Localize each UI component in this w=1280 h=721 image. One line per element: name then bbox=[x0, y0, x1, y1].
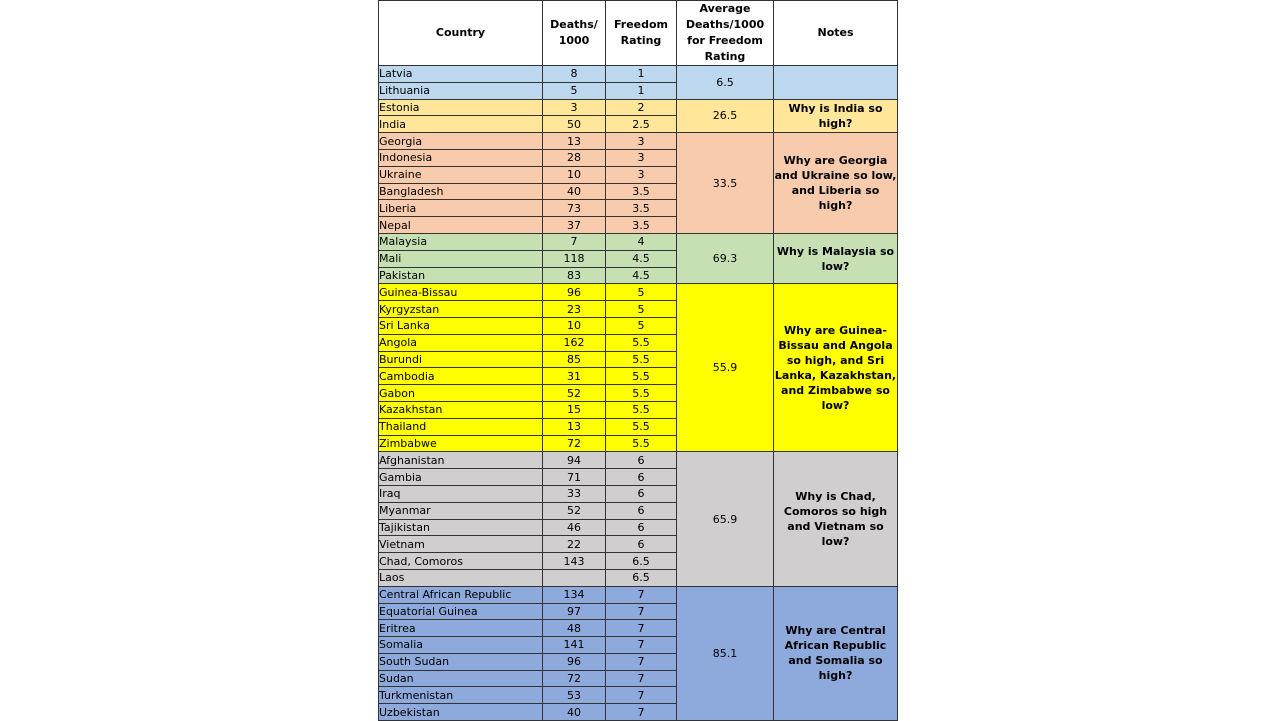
country-cell: Central African Republic bbox=[379, 586, 543, 603]
deaths-cell: 46 bbox=[543, 519, 606, 536]
table-row bbox=[379, 66, 898, 83]
freedom-rating-cell: 4.5 bbox=[606, 267, 677, 284]
country-cell: Vietnam bbox=[379, 536, 543, 553]
deaths-cell: 3 bbox=[543, 99, 606, 116]
country-cell: Chad, Comoros bbox=[379, 553, 543, 570]
deaths-cell: 15 bbox=[543, 401, 606, 418]
deaths-cell: 48 bbox=[543, 620, 606, 637]
deaths-cell: 22 bbox=[543, 536, 606, 553]
country-cell: Mali bbox=[379, 250, 543, 267]
country-cell: Thailand bbox=[379, 418, 543, 435]
deaths-cell: 72 bbox=[543, 670, 606, 687]
table-row bbox=[379, 99, 898, 116]
table-row bbox=[379, 284, 898, 301]
freedom-rating-cell: 4 bbox=[606, 233, 677, 250]
freedom-rating-cell: 7 bbox=[606, 620, 677, 637]
deaths-cell: 97 bbox=[543, 603, 606, 620]
freedom-rating-cell: 5.5 bbox=[606, 385, 677, 402]
deaths-cell: 52 bbox=[543, 385, 606, 402]
freedom-rating-cell: 3.5 bbox=[606, 200, 677, 217]
table-row bbox=[379, 452, 898, 469]
freedom-rating-cell: 3.5 bbox=[606, 217, 677, 234]
header-country: Country bbox=[379, 1, 543, 66]
freedom-rating-cell: 5.5 bbox=[606, 401, 677, 418]
country-cell: Ukraine bbox=[379, 166, 543, 183]
deaths-cell: 52 bbox=[543, 502, 606, 519]
note-cell: Why is Chad, Comoros so high and Vietnam so low? bbox=[774, 452, 898, 586]
freedom-rating-cell: 5.5 bbox=[606, 418, 677, 435]
average-deaths-cell: 6.5 bbox=[677, 66, 774, 100]
note-cell bbox=[774, 66, 898, 100]
freedom-rating-cell: 5.5 bbox=[606, 334, 677, 351]
deaths-cell: 94 bbox=[543, 452, 606, 469]
freedom-rating-cell: 2 bbox=[606, 99, 677, 116]
deaths-cell: 40 bbox=[543, 183, 606, 200]
average-deaths-cell: 69.3 bbox=[677, 233, 774, 283]
freedom-rating-cell: 1 bbox=[606, 66, 677, 83]
country-cell: Burundi bbox=[379, 351, 543, 368]
country-cell: Sri Lanka bbox=[379, 317, 543, 334]
freedom-rating-cell: 4.5 bbox=[606, 250, 677, 267]
deaths-cell: 96 bbox=[543, 653, 606, 670]
country-cell: Pakistan bbox=[379, 267, 543, 284]
country-cell: Nepal bbox=[379, 217, 543, 234]
deaths-cell: 37 bbox=[543, 217, 606, 234]
country-cell: Lithuania bbox=[379, 82, 543, 99]
freedom-rating-cell: 6.5 bbox=[606, 569, 677, 586]
freedom-rating-cell: 5 bbox=[606, 284, 677, 301]
freedom-rating-cell: 6 bbox=[606, 536, 677, 553]
deaths-cell: 83 bbox=[543, 267, 606, 284]
table-body bbox=[379, 66, 898, 721]
freedom-rating-cell: 5 bbox=[606, 301, 677, 318]
deaths-cell: 143 bbox=[543, 553, 606, 570]
deaths-cell: 5 bbox=[543, 82, 606, 99]
header-freedom: Freedom Rating bbox=[606, 1, 677, 66]
country-cell: Latvia bbox=[379, 66, 543, 83]
freedom-rating-cell: 1 bbox=[606, 82, 677, 99]
freedom-rating-cell: 6 bbox=[606, 469, 677, 486]
deaths-cell: 96 bbox=[543, 284, 606, 301]
deaths-cell: 141 bbox=[543, 637, 606, 654]
freedom-rating-cell: 7 bbox=[606, 704, 677, 721]
header-row bbox=[379, 1, 898, 66]
country-cell: Somalia bbox=[379, 637, 543, 654]
freedom-rating-cell: 6.5 bbox=[606, 553, 677, 570]
deaths-cell: 28 bbox=[543, 149, 606, 166]
deaths-cell: 31 bbox=[543, 368, 606, 385]
freedom-rating-cell: 3.5 bbox=[606, 183, 677, 200]
country-cell: Iraq bbox=[379, 485, 543, 502]
country-cell: Sudan bbox=[379, 670, 543, 687]
country-cell: Zimbabwe bbox=[379, 435, 543, 452]
country-cell: South Sudan bbox=[379, 653, 543, 670]
deaths-cell: 118 bbox=[543, 250, 606, 267]
deaths-cell: 8 bbox=[543, 66, 606, 83]
freedom-rating-cell: 7 bbox=[606, 670, 677, 687]
freedom-rating-cell: 6 bbox=[606, 519, 677, 536]
freedom-deaths-table bbox=[378, 0, 898, 721]
freedom-rating-cell: 3 bbox=[606, 149, 677, 166]
deaths-cell: 71 bbox=[543, 469, 606, 486]
deaths-cell: 13 bbox=[543, 133, 606, 150]
note-cell: Why are Georgia and Ukraine so low, and Liberia so high? bbox=[774, 133, 898, 234]
average-deaths-cell: 65.9 bbox=[677, 452, 774, 586]
note-cell: Why are Central African Republic and Somalia so high? bbox=[774, 586, 898, 720]
country-cell: Angola bbox=[379, 334, 543, 351]
average-deaths-cell: 33.5 bbox=[677, 133, 774, 234]
freedom-rating-cell: 2.5 bbox=[606, 116, 677, 133]
deaths-cell: 134 bbox=[543, 586, 606, 603]
freedom-rating-cell: 5.5 bbox=[606, 435, 677, 452]
deaths-cell: 72 bbox=[543, 435, 606, 452]
deaths-cell: 33 bbox=[543, 485, 606, 502]
country-cell: Eritrea bbox=[379, 620, 543, 637]
header-average: Average Deaths/1000 for Freedom Rating bbox=[677, 1, 774, 66]
country-cell: Cambodia bbox=[379, 368, 543, 385]
table-row bbox=[379, 233, 898, 250]
table-row bbox=[379, 586, 898, 603]
note-cell: Why is India so high? bbox=[774, 99, 898, 133]
freedom-rating-cell: 5.5 bbox=[606, 368, 677, 385]
country-cell: Kyrgyzstan bbox=[379, 301, 543, 318]
average-deaths-cell: 85.1 bbox=[677, 586, 774, 720]
country-cell: Guinea-Bissau bbox=[379, 284, 543, 301]
country-cell: Gambia bbox=[379, 469, 543, 486]
freedom-rating-cell: 7 bbox=[606, 586, 677, 603]
deaths-cell: 10 bbox=[543, 317, 606, 334]
freedom-rating-cell: 6 bbox=[606, 502, 677, 519]
country-cell: India bbox=[379, 116, 543, 133]
country-cell: Kazakhstan bbox=[379, 401, 543, 418]
note-cell: Why is Malaysia so low? bbox=[774, 233, 898, 283]
country-cell: Malaysia bbox=[379, 233, 543, 250]
freedom-rating-cell: 6 bbox=[606, 452, 677, 469]
freedom-rating-cell: 7 bbox=[606, 653, 677, 670]
freedom-rating-cell: 5.5 bbox=[606, 351, 677, 368]
country-cell: Turkmenistan bbox=[379, 687, 543, 704]
country-cell: Afghanistan bbox=[379, 452, 543, 469]
freedom-rating-cell: 3 bbox=[606, 166, 677, 183]
country-cell: Laos bbox=[379, 569, 543, 586]
country-cell: Tajikistan bbox=[379, 519, 543, 536]
deaths-cell bbox=[543, 569, 606, 586]
deaths-cell: 7 bbox=[543, 233, 606, 250]
freedom-rating-cell: 3 bbox=[606, 133, 677, 150]
freedom-rating-cell: 6 bbox=[606, 485, 677, 502]
note-cell: Why are Guinea-Bissau and Angola so high, and Sri Lanka, Kazakhstan, and Zimbabwe so low? bbox=[774, 284, 898, 452]
freedom-rating-cell: 7 bbox=[606, 603, 677, 620]
country-cell: Myanmar bbox=[379, 502, 543, 519]
deaths-cell: 73 bbox=[543, 200, 606, 217]
country-cell: Georgia bbox=[379, 133, 543, 150]
country-cell: Liberia bbox=[379, 200, 543, 217]
average-deaths-cell: 26.5 bbox=[677, 99, 774, 133]
country-cell: Equatorial Guinea bbox=[379, 603, 543, 620]
freedom-rating-cell: 7 bbox=[606, 687, 677, 704]
deaths-cell: 50 bbox=[543, 116, 606, 133]
country-cell: Bangladesh bbox=[379, 183, 543, 200]
deaths-cell: 23 bbox=[543, 301, 606, 318]
header-deaths: Deaths/ 1000 bbox=[543, 1, 606, 66]
header-notes: Notes bbox=[774, 1, 898, 66]
deaths-cell: 162 bbox=[543, 334, 606, 351]
table-row bbox=[379, 133, 898, 150]
deaths-cell: 13 bbox=[543, 418, 606, 435]
deaths-cell: 85 bbox=[543, 351, 606, 368]
freedom-rating-cell: 5 bbox=[606, 317, 677, 334]
deaths-cell: 10 bbox=[543, 166, 606, 183]
country-cell: Indonesia bbox=[379, 149, 543, 166]
deaths-cell: 40 bbox=[543, 704, 606, 721]
deaths-cell: 53 bbox=[543, 687, 606, 704]
country-cell: Uzbekistan bbox=[379, 704, 543, 721]
freedom-rating-cell: 7 bbox=[606, 637, 677, 654]
average-deaths-cell: 55.9 bbox=[677, 284, 774, 452]
country-cell: Gabon bbox=[379, 385, 543, 402]
country-cell: Estonia bbox=[379, 99, 543, 116]
